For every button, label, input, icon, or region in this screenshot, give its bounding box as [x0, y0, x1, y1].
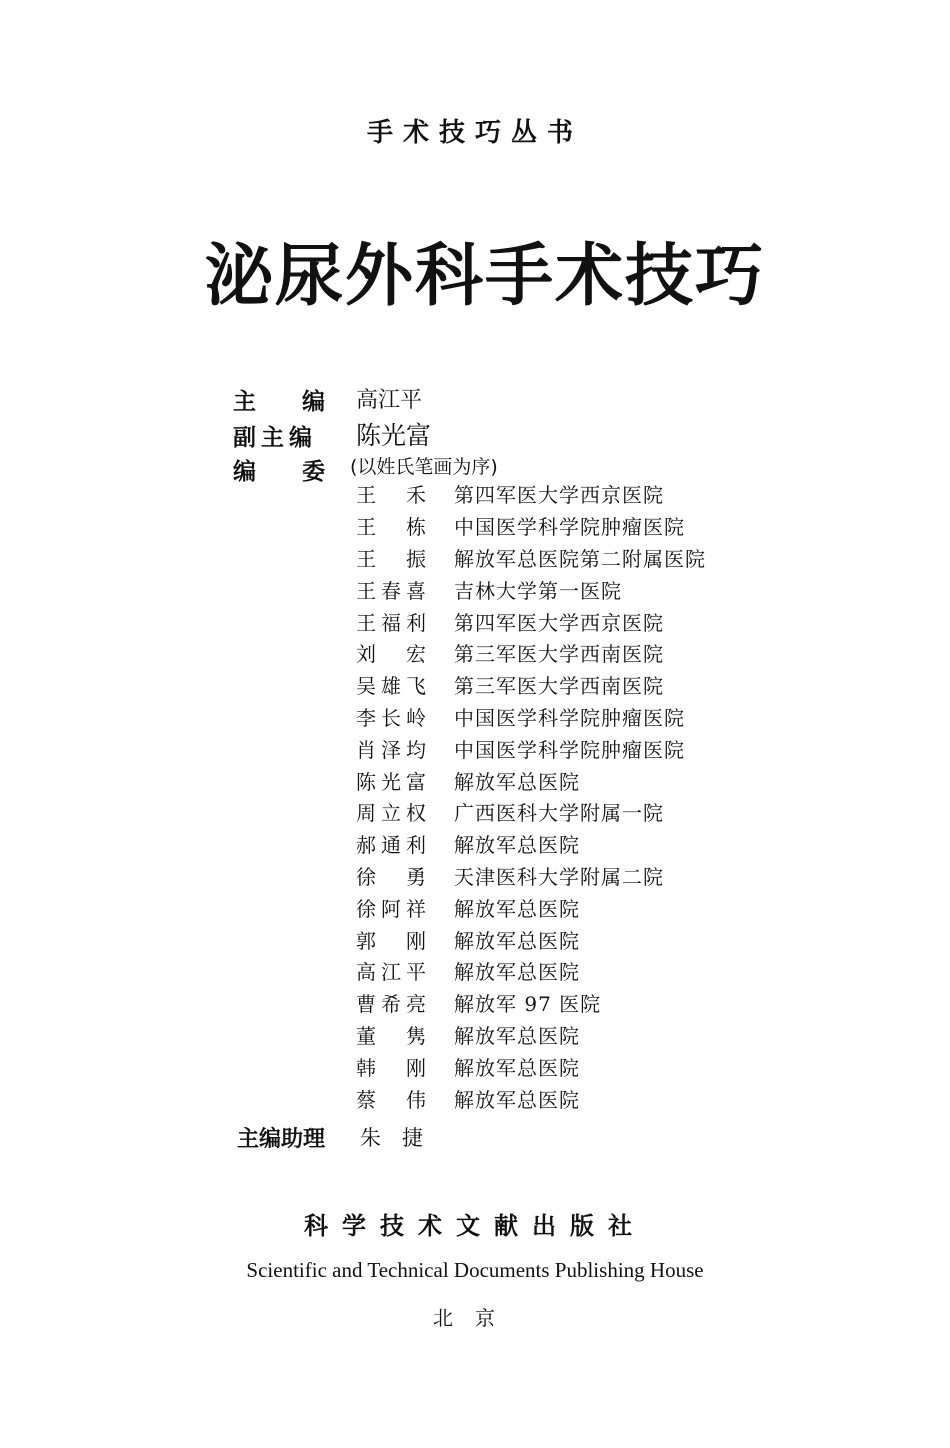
member-name: 蔡 伟: [356, 1087, 426, 1112]
member-name: 高江平: [356, 960, 426, 985]
committee-member: [356, 828, 796, 860]
chief-editor-label: 主 编: [233, 389, 325, 415]
chief-editor-name: 高江平: [356, 388, 423, 413]
member-affiliation: 解放军总医院: [454, 896, 580, 921]
committee-member: [356, 796, 796, 828]
member-name: 徐阿祥: [356, 896, 426, 921]
committee-member: [356, 891, 796, 923]
member-name: 王 振: [356, 546, 426, 571]
committee-member: [356, 1050, 796, 1082]
member-affiliation: 天津医科大学附属二院: [454, 864, 664, 889]
member-affiliation: 解放军总医院: [454, 1055, 580, 1080]
member-name: 王福利: [356, 610, 426, 635]
member-affiliation: 解放军总医院: [454, 833, 580, 858]
member-name: 周立权: [356, 801, 426, 826]
member-affiliation: 解放军总医院第二附属医院: [454, 546, 706, 571]
member-name: 吴雄飞: [356, 674, 426, 699]
committee-member: [356, 669, 796, 701]
deputy-editor-name: 陈光富: [356, 421, 432, 450]
member-affiliation: 解放军 97 医院: [454, 992, 602, 1017]
committee-member: [356, 1019, 796, 1051]
member-affiliation: 第三军医大学西南医院: [454, 642, 664, 667]
committee-label: 编 委: [233, 459, 325, 485]
committee-member: [356, 732, 796, 764]
member-name: 曹希亮: [356, 992, 426, 1017]
member-name: 董 隽: [356, 1023, 426, 1048]
committee-order-note: (以姓氏笔画为序): [350, 456, 498, 478]
member-name: 王 禾: [356, 483, 426, 508]
book-title: 泌尿外科手术技巧: [205, 237, 766, 316]
committee-member: [356, 573, 796, 605]
member-name: 肖泽均: [356, 737, 426, 762]
editor-assistant-label: 主编助理: [237, 1127, 326, 1152]
series-title: 手术技巧丛书: [366, 118, 583, 148]
member-affiliation: 中国医学科学院肿瘤医院: [454, 737, 685, 762]
committee-member: [356, 637, 796, 669]
member-affiliation: 广西医科大学附属一院: [454, 801, 664, 826]
committee-member: [356, 923, 796, 955]
publisher-name-cn: 科学技术文献出版社: [304, 1212, 646, 1240]
editor-assistant-name: 朱 捷: [360, 1126, 423, 1150]
member-affiliation: 解放军总医院: [454, 928, 580, 953]
committee-member: [356, 605, 796, 637]
member-name: 郭 刚: [356, 928, 426, 953]
committee-member: [356, 1082, 796, 1114]
member-affiliation: 吉林大学第一医院: [454, 578, 622, 603]
publisher-city: 北京: [433, 1306, 517, 1330]
committee-member-list: [356, 478, 796, 1114]
member-name: 李长岭: [356, 705, 426, 730]
member-affiliation: 中国医学科学院肿瘤医院: [454, 515, 685, 540]
member-name: 徐 勇: [356, 864, 426, 889]
publisher-name-en: Scientific and Technical Documents Publishing House: [246, 1258, 704, 1282]
member-affiliation: 解放军总医院: [454, 1087, 580, 1112]
member-affiliation: 中国医学科学院肿瘤医院: [454, 705, 685, 730]
committee-member: [356, 510, 796, 542]
committee-member: [356, 701, 796, 733]
member-affiliation: 解放军总医院: [454, 960, 580, 985]
committee-member: [356, 764, 796, 796]
member-affiliation: 第四军医大学西京医院: [454, 610, 664, 635]
committee-member: [356, 955, 796, 987]
member-name: 王 栋: [356, 515, 426, 540]
member-name: 郝通利: [356, 833, 426, 858]
committee-member: [356, 478, 796, 510]
member-name: 陈光富: [356, 769, 426, 794]
committee-member: [356, 542, 796, 574]
member-affiliation: 第三军医大学西南医院: [454, 674, 664, 699]
committee-member: [356, 860, 796, 892]
member-affiliation: 第四军医大学西京医院: [454, 483, 664, 508]
member-name: 韩 刚: [356, 1055, 426, 1080]
deputy-editor-label: 副主编: [233, 425, 317, 451]
member-name: 刘 宏: [356, 642, 426, 667]
member-affiliation: 解放军总医院: [454, 1023, 580, 1048]
member-affiliation: 解放军总医院: [454, 769, 580, 794]
member-name: 王春喜: [356, 578, 426, 603]
committee-member: [356, 987, 796, 1019]
